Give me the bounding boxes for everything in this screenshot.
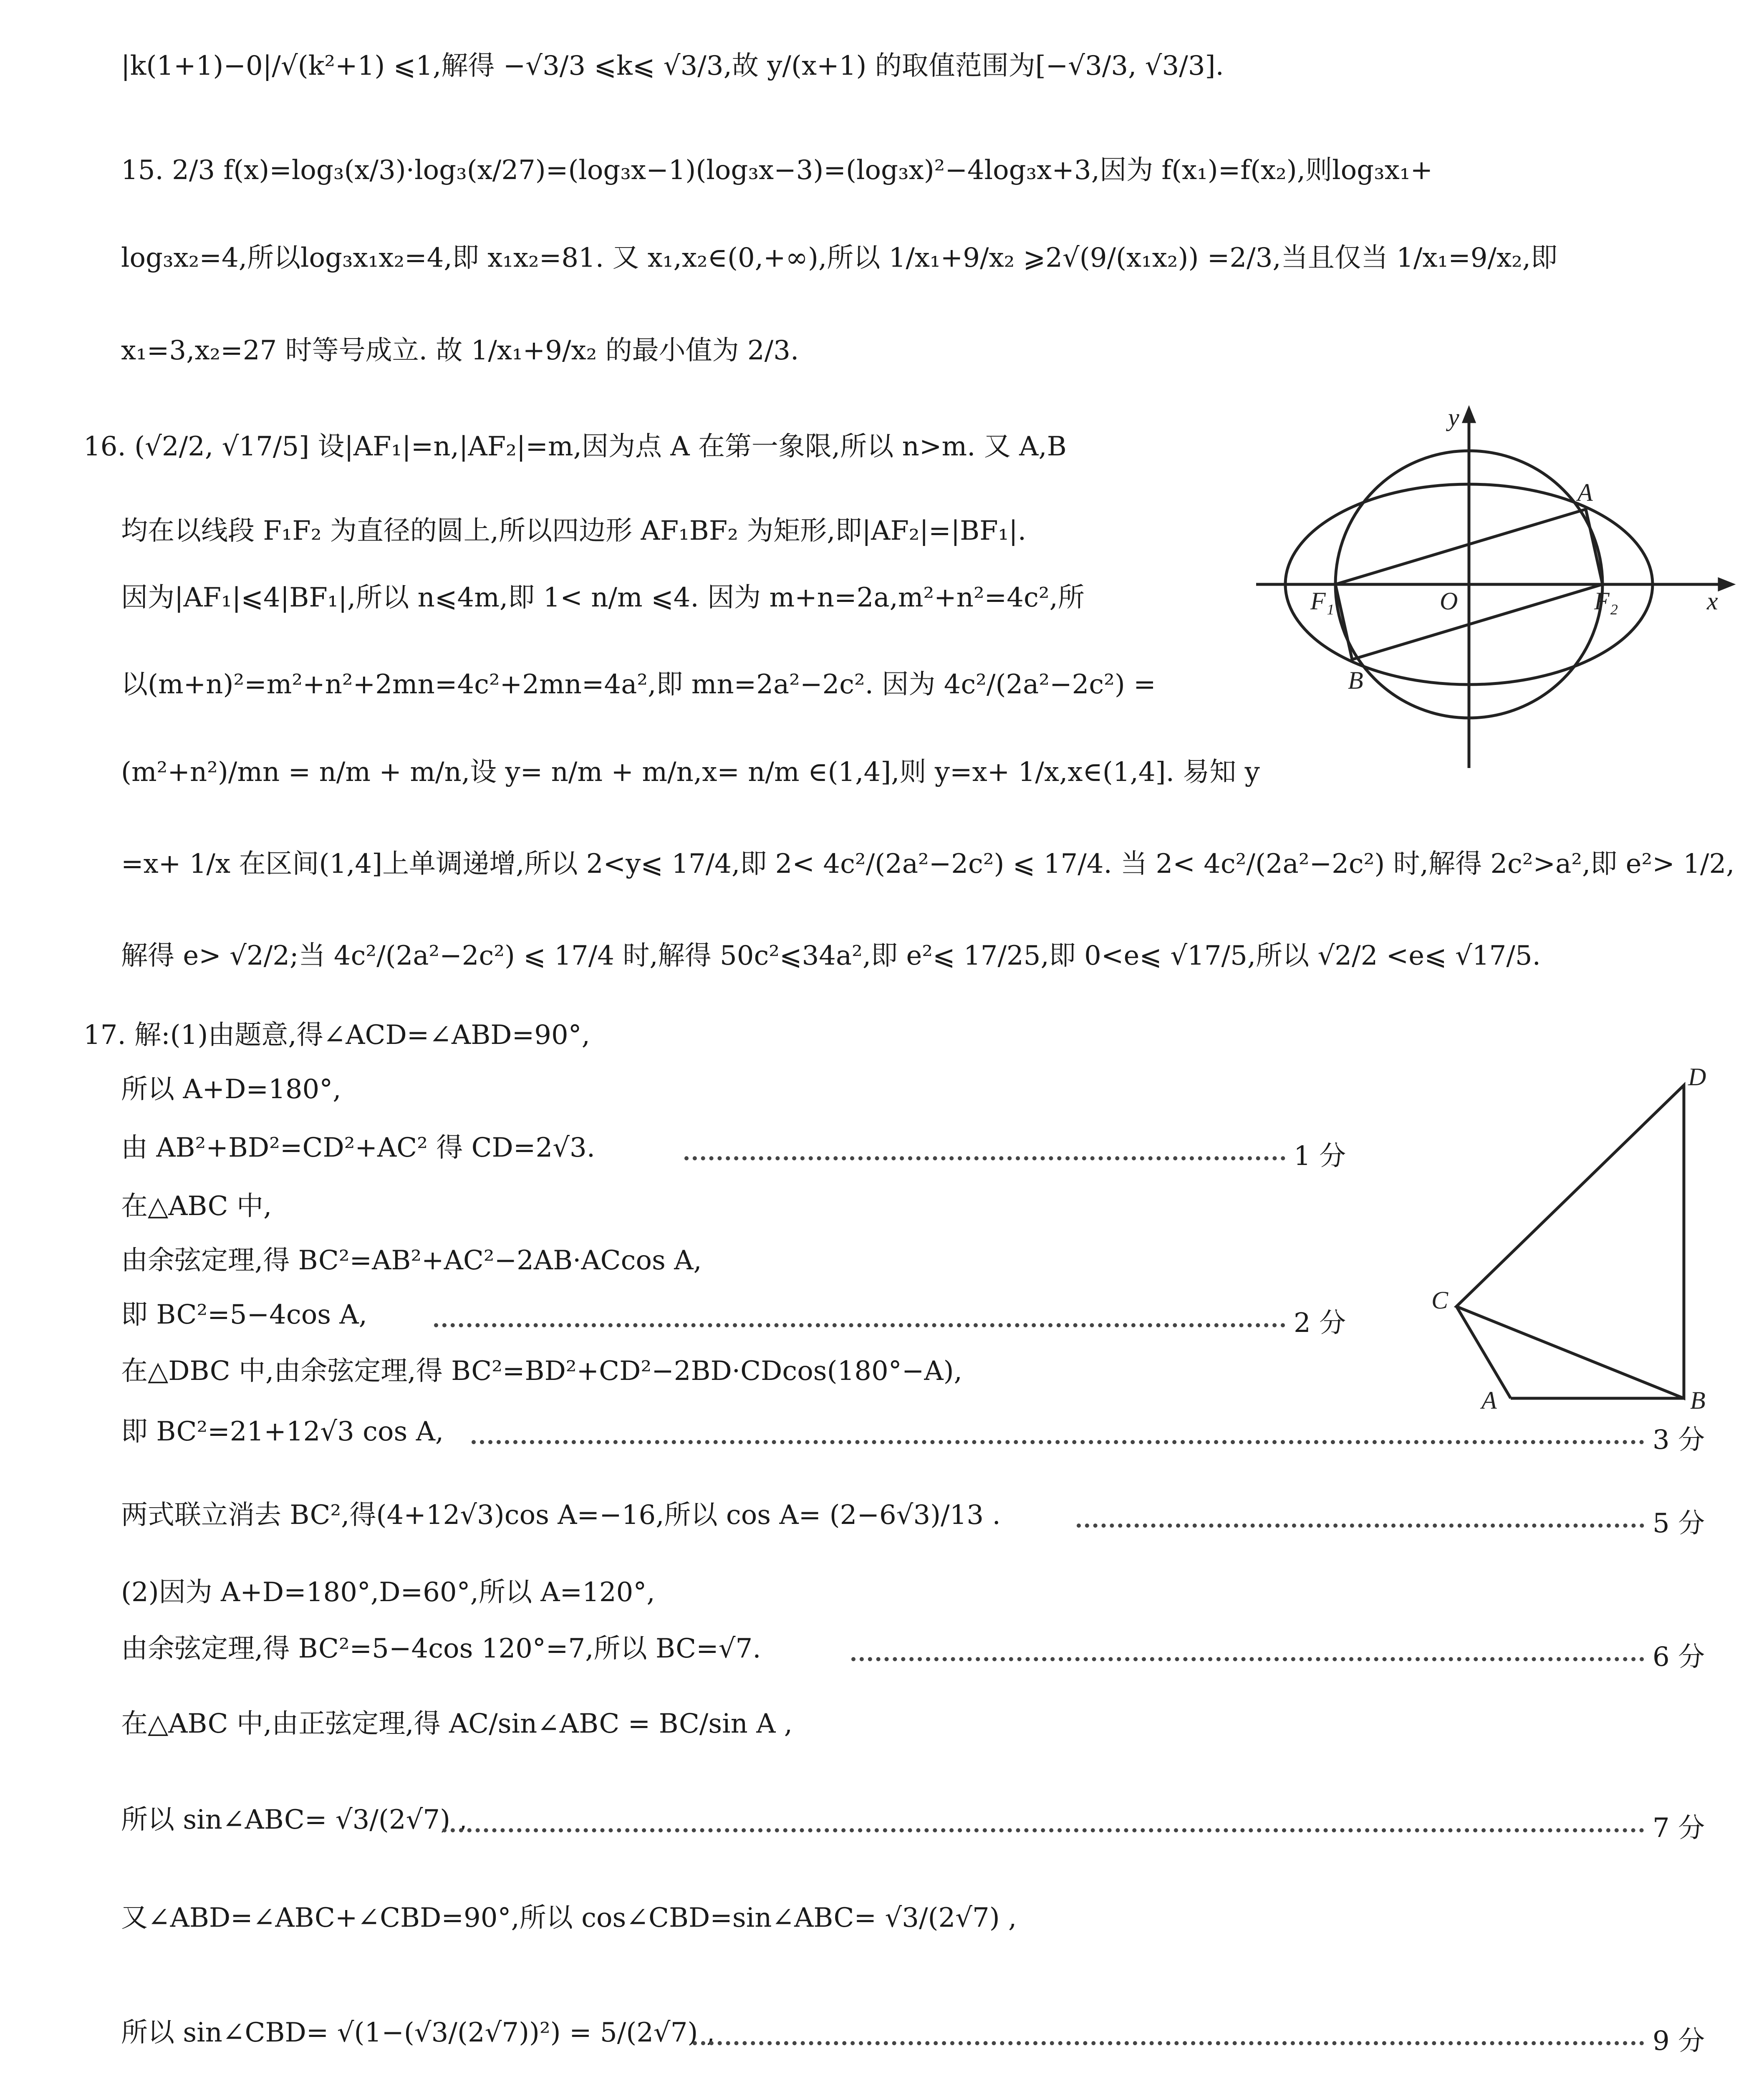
text-line: 15. 2/3 f(x)=log₃(x/3)·log₃(x/27)=(log₃x−1)(log₃x−3)=(log₃x)²−4log₃x+3,因为 f(x₁)=f(x₂),则log₃x₁+	[121, 155, 1433, 186]
quadrilateral-figure	[1344, 1069, 1761, 1423]
leader-dots	[684, 1156, 1285, 1160]
text-line: 所以 sin∠ABC= √3/(2√7) ,	[121, 1804, 467, 1835]
text-line: 由余弦定理,得 BC²=5−4cos 120°=7,所以 BC=√7.	[121, 1633, 761, 1664]
text-line: 所以 A+D=180°,	[121, 1074, 341, 1105]
point-label-f2: F₂	[1594, 587, 1618, 615]
score: 2 分	[1294, 1308, 1346, 1339]
score: 1 分	[1294, 1141, 1346, 1172]
text-line: log₃x₂=4,所以log₃x₁x₂=4,即 x₁x₂=81. 又 x₁,x₂∈(0,+∞),所以 1/x₁+9/x₂ ⩾2√(9/(x₁x₂)) =2/3,当且仅当 1/x₁=9/x₂,即	[121, 243, 1558, 273]
leader-dots	[434, 1323, 1285, 1327]
leader-dots	[851, 1657, 1644, 1661]
text-line: 在△ABC 中,	[121, 1191, 272, 1222]
point-label-o: O	[1440, 587, 1458, 615]
text-line: 17. 解:(1)由题意,得∠ACD=∠ABD=90°,	[83, 1020, 591, 1051]
text-line: 由 AB²+BD²=CD²+AC² 得 CD=2√3.	[121, 1132, 596, 1163]
text-line: 所以 sin∠CBD= √(1−(√3/(2√7))²) = 5/(2√7) ,	[121, 2017, 715, 2048]
axis-label-y: y	[1448, 404, 1459, 431]
text-line: |k(1+1)−0|/√(k²+1) ⩽1,解得 −√3/3 ⩽k⩽ √3/3,故 y/(x+1) 的取值范围为[−√3/3, √3/3].	[121, 51, 1224, 81]
leader-dots	[472, 1440, 1644, 1444]
point-label-f1: F₁	[1310, 587, 1335, 615]
text-line: =x+ 1/x 在区间(1,4]上单调递增,所以 2<y⩽ 17/4,即 2< 4c²/(2a²−2c²) ⩽ 17/4. 当 2< 4c²/(2a²−2c²) 时,解得 2c²>a²,即 e²> 1/2,	[121, 849, 1735, 879]
text-line: 两式联立消去 BC²,得(4+12√3)cos A=−16,所以 cos A= (2−6√3)/13 .	[121, 1500, 1001, 1531]
text-line: 以(m+n)²=m²+n²+2mn=4c²+2mn=4a²,即 mn=2a²−2c². 因为 4c²/(2a²−2c²) =	[121, 669, 1156, 700]
score: 7 分	[1653, 1813, 1705, 1844]
text-line: 均在以线段 F₁F₂ 为直径的圆上,所以四边形 AF₁BF₂ 为矩形,即|AF₂|=|BF₁|.	[121, 515, 1027, 546]
score: 5 分	[1653, 1508, 1705, 1539]
text-line: 16. (√2/2, √17/5] 设|AF₁|=n,|AF₂|=m,因为点 A 在第一象限,所以 n>m. 又 A,B	[83, 431, 1067, 462]
point-label-a: A	[1481, 1387, 1497, 1414]
leader-dots	[442, 1828, 1644, 1832]
point-label-d: D	[1688, 1069, 1706, 1091]
point-label-b: B	[1348, 667, 1363, 694]
text-line: 由余弦定理,得 BC²=AB²+AC²−2AB·ACcos A,	[121, 1245, 702, 1276]
text-line: 在△ABC 中,由正弦定理,得 AC/sin∠ABC = BC/sin A ,	[121, 1708, 793, 1739]
text-line: x₁=3,x₂=27 时等号成立. 故 1/x₁+9/x₂ 的最小值为 2/3.	[121, 335, 799, 366]
ellipse-figure	[1252, 401, 1744, 776]
score: 3 分	[1653, 1425, 1705, 1455]
text-line: 即 BC²=21+12√3 cos A,	[121, 1416, 444, 1447]
leader-dots	[1077, 1524, 1644, 1528]
text-line: 在△DBC 中,由余弦定理,得 BC²=BD²+CD²−2BD·CDcos(180°−A),	[121, 1356, 962, 1387]
leader-dots	[693, 2041, 1644, 2045]
point-label-a: A	[1577, 479, 1593, 506]
text-line: (2)因为 A+D=180°,D=60°,所以 A=120°,	[121, 1577, 655, 1608]
point-label-c: C	[1431, 1286, 1449, 1314]
score: 9 分	[1653, 2026, 1705, 2057]
text-line: 又∠ABD=∠ABC+∠CBD=90°,所以 cos∠CBD=sin∠ABC= √3/(2√7) ,	[121, 1903, 1017, 1933]
point-label-b: B	[1690, 1387, 1706, 1414]
text-line: 解得 e> √2/2;当 4c²/(2a²−2c²) ⩽ 17/4 时,解得 50c²⩽34a²,即 e²⩽ 17/25,即 0<e⩽ √17/5,所以 √2/2 <e⩽ √17/5.	[121, 940, 1541, 971]
text-line: 因为|AF₁|⩽4|BF₁|,所以 n⩽4m,即 1< n/m ⩽4. 因为 m+n=2a,m²+n²=4c²,所	[121, 582, 1085, 613]
score: 6 分	[1653, 1642, 1705, 1673]
axis-label-x: x	[1707, 587, 1718, 615]
text-line: (m²+n²)/mn = n/m + m/n,设 y= n/m + m/n,x= n/m ∈(1,4],则 y=x+ 1/x,x∈(1,4]. 易知 y	[121, 757, 1260, 788]
text-line: 即 BC²=5−4cos A,	[121, 1299, 367, 1330]
